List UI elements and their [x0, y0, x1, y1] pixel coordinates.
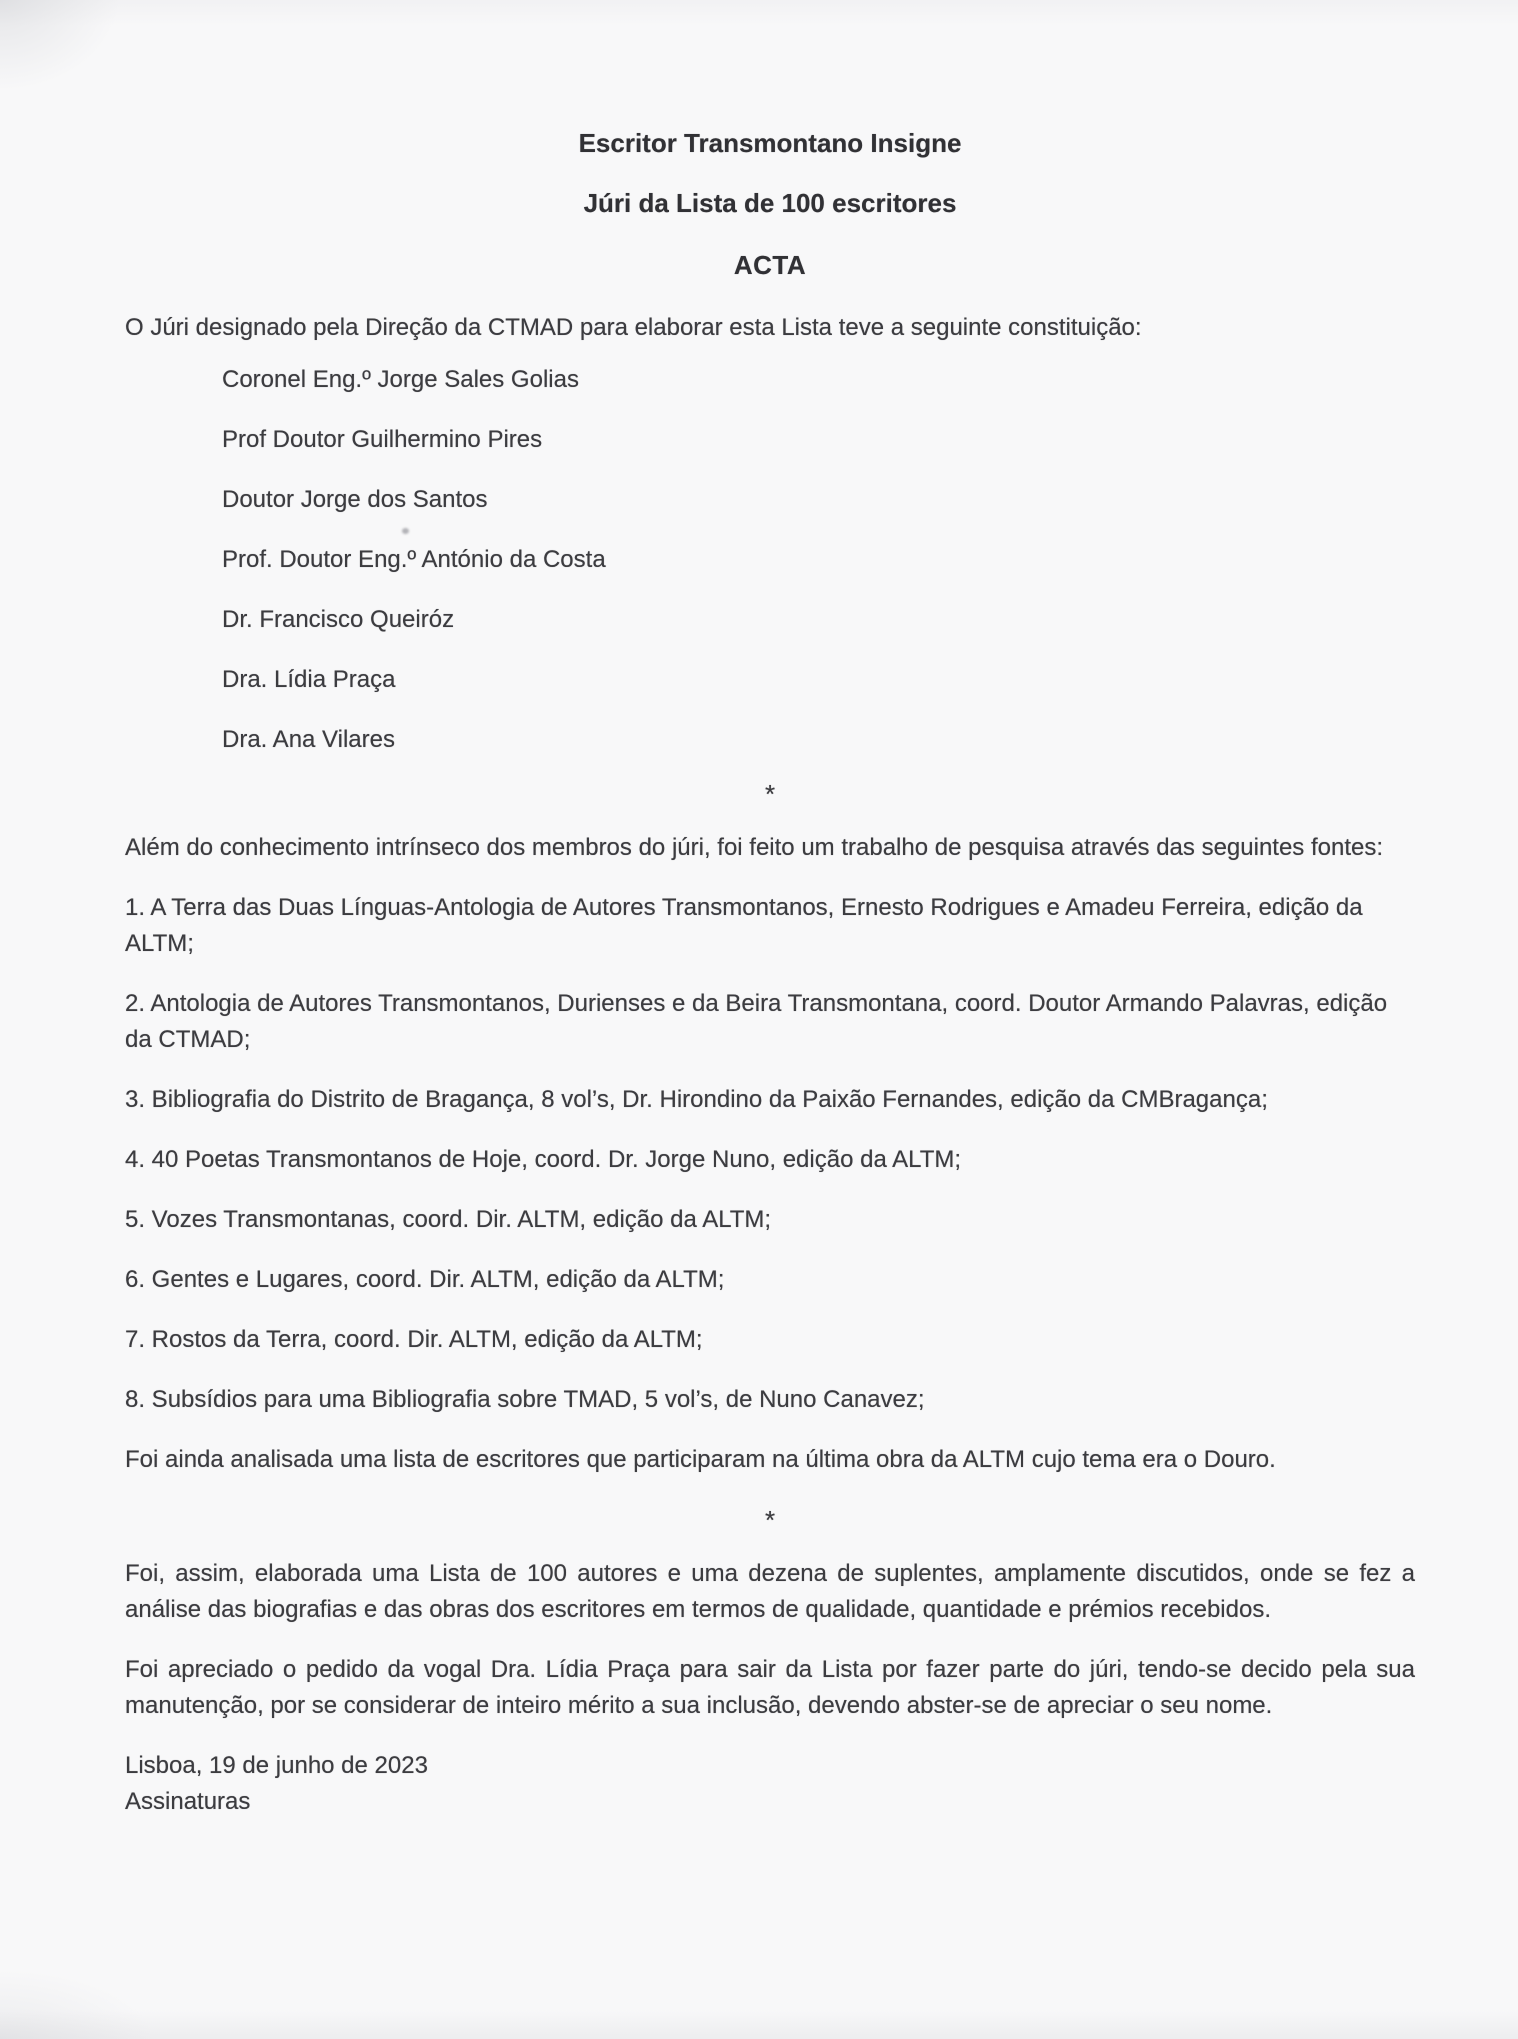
source-item: 5. Vozes Transmontanas, coord. Dir. ALTM, edição da ALTM; [125, 1206, 772, 1233]
document-title: Escritor Transmontano Insigne [578, 128, 962, 158]
asterisk-separator: * [764, 1505, 776, 1535]
document-subtitle: Júri da Lista de 100 escritores [583, 188, 957, 218]
source-item: 2. Antologia de Autores Transmontanos, Durienses e da Beira Transmontana, coord. Doutor Armando Palavras, edição da CTMAD; [125, 990, 1388, 1053]
conclusion-paragraph: Foi apreciado o pedido da vogal Dra. Lídia Praça para sair da Lista por fazer parte do júri, tendo-se decido pela sua manutenção, por se considerar de inteiro mérito a sua inclusão, devendo abster-se de apreciar o seu nome. [125, 1656, 1415, 1719]
signatures-label: Assinaturas [125, 1788, 251, 1815]
jury-member: Dra. Ana Vilares [222, 726, 395, 753]
source-item: 7. Rostos da Terra, coord. Dir. ALTM, edição da ALTM; [125, 1326, 703, 1353]
jury-member: Dra. Lídia Praça [222, 666, 396, 693]
conclusion-paragraph: Foi, assim, elaborada uma Lista de 100 autores e uma dezena de suplentes, amplamente discutidos, onde se fez a análise das biografias e das obras dos escritores em termos de qualidade, quantidade e prémios recebidos. [125, 1560, 1415, 1623]
jury-member: Dr. Francisco Queiróz [222, 606, 455, 633]
place-date-line: Lisboa, 19 de junho de 2023 [125, 1752, 428, 1779]
source-item: 3. Bibliografia do Distrito de Bragança, 8 vol’s, Dr. Hirondino da Paixão Fernandes, edição da CMBragança; [125, 1086, 1268, 1113]
sources-intro-paragraph: Além do conhecimento intrínseco dos membros do júri, foi feito um trabalho de pesquisa através das seguintes fontes: [125, 834, 1384, 861]
source-item: 1. A Terra das Duas Línguas-Antologia de Autores Transmontanos, Ernesto Rodrigues e Amadeu Ferreira, edição da ALTM; [125, 894, 1363, 957]
section-heading-acta: ACTA [733, 250, 807, 280]
source-item: 8. Subsídios para uma Bibliografia sobre TMAD, 5 vol’s, de Nuno Canavez; [125, 1386, 925, 1413]
jury-member: Prof. Doutor Eng.º António da Costa [222, 546, 606, 573]
jury-member: Prof Doutor Guilhermino Pires [222, 426, 543, 453]
jury-member: Coronel Eng.º Jorge Sales Golias [222, 366, 579, 393]
jury-member: Doutor Jorge dos Santos [222, 486, 488, 513]
jury-member-list [125, 362, 1415, 758]
source-item: 6. Gentes e Lugares, coord. Dir. ALTM, edição da ALTM; [125, 1266, 725, 1293]
intro-paragraph: O Júri designado pela Direção da CTMAD para elaborar esta Lista teve a seguinte constituição: [125, 314, 1142, 341]
asterisk-separator: * [764, 779, 776, 809]
source-item: 4. 40 Poetas Transmontanos de Hoje, coord. Dr. Jorge Nuno, edição da ALTM; [125, 1146, 962, 1173]
analysis-note-paragraph: Foi ainda analisada uma lista de escritores que participaram na última obra da ALTM cujo tema era o Douro. [125, 1446, 1276, 1473]
scan-artifact-speck [402, 528, 409, 534]
